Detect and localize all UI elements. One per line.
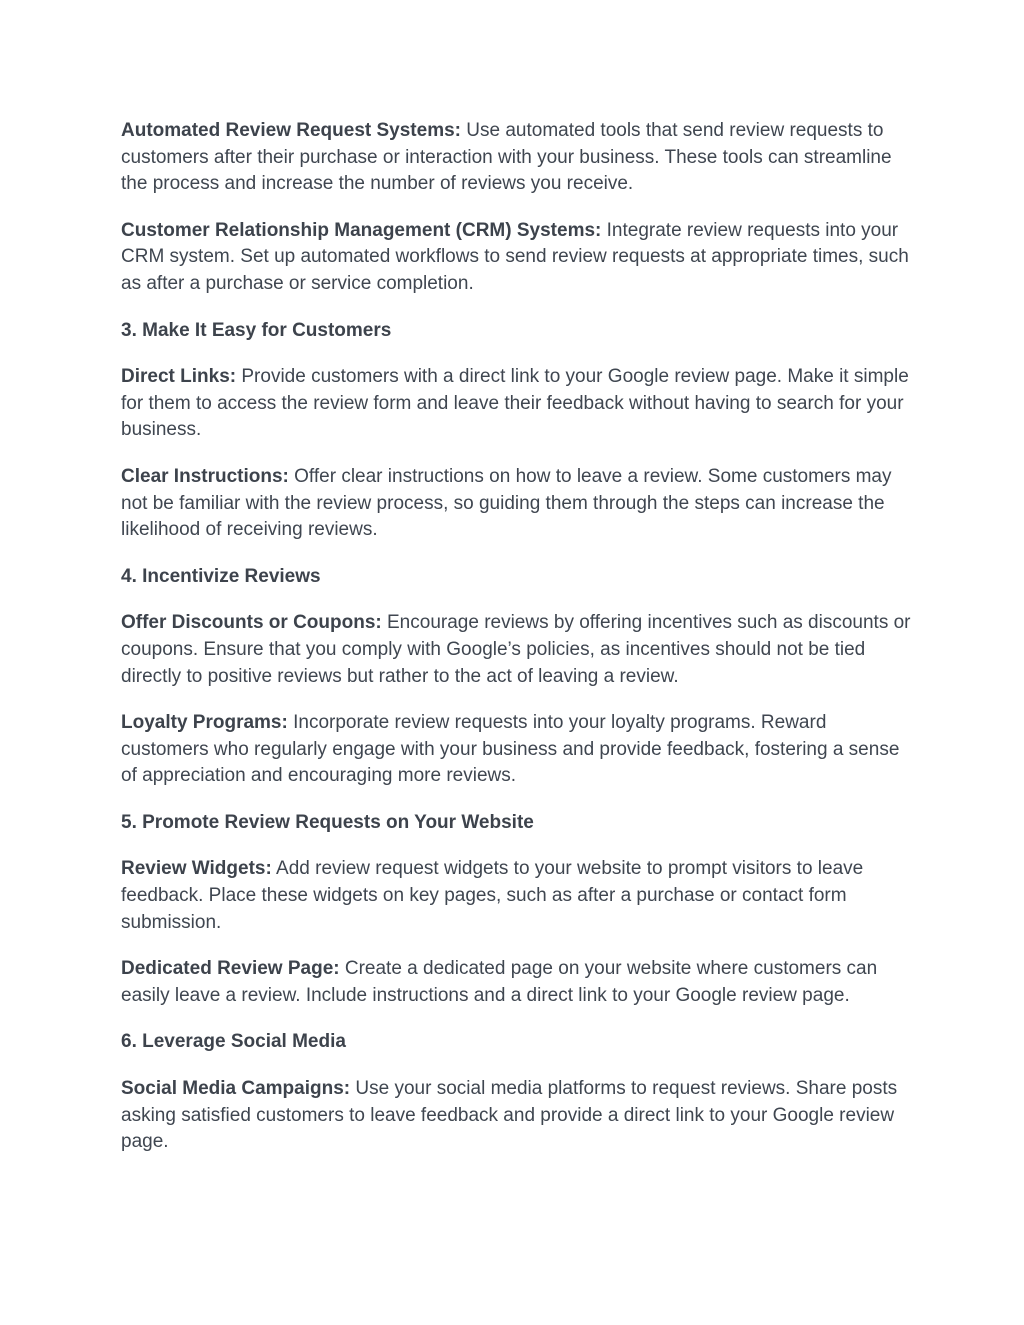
paragraph-social-media-campaigns xyxy=(121,1076,911,1156)
paragraph-text: Encourage reviews by offering incentives such as discounts or coupons. Ensure that you comply with Google’s policies, as incentives should not be tied directly to positive reviews but rather to the act of leaving a review. xyxy=(121,612,911,687)
paragraph-crm-systems xyxy=(121,218,911,298)
paragraph-term: Review Widgets: xyxy=(121,858,272,880)
paragraph-term: Automated Review Request Systems: xyxy=(121,120,461,141)
section-heading-leverage-social-media: 6. Leverage Social Media xyxy=(121,1031,346,1053)
section-heading-incentivize-reviews: 4. Incentivize Reviews xyxy=(121,565,321,587)
paragraph-dedicated-review-page xyxy=(121,956,911,1009)
paragraph-text: Add review request widgets to your website to prompt visitors to leave feedback. Place these widgets on key pages, such as after a purchase or contact form submission. xyxy=(121,858,864,933)
paragraph-text: Provide customers with a direct link to your Google review page. Make it simple for them to access the review form and leave their feedback without having to search for your business. xyxy=(121,366,909,441)
paragraph-text: Create a dedicated page on your website where customers can easily leave a review. Include instructions and a direct link to your Google review page. xyxy=(121,958,878,1006)
paragraph-term: Dedicated Review Page: xyxy=(121,958,340,980)
paragraph-text: Use your social media platforms to request reviews. Share posts asking satisfied customers to leave feedback and provide a direct link to your Google review page. xyxy=(121,1078,898,1153)
paragraph-automated-review-request-systems xyxy=(121,118,911,198)
paragraph-term: Direct Links: xyxy=(121,366,237,388)
paragraph-loyalty-programs xyxy=(121,710,911,790)
paragraph-direct-links xyxy=(121,364,911,444)
paragraph-term: Social Media Campaigns: xyxy=(121,1078,351,1100)
paragraph-term: Customer Relationship Management (CRM) Systems: xyxy=(121,219,602,241)
paragraph-term: Offer Discounts or Coupons: xyxy=(121,612,382,634)
paragraph-term: Clear Instructions: xyxy=(121,465,289,487)
paragraph-text: Integrate review requests into your CRM system. Set up automated workflows to send review requests at appropriate times, such as after a purchase or service completion. xyxy=(121,219,909,294)
section-heading-promote-review-requests: 5. Promote Review Requests on Your Website xyxy=(121,811,534,833)
paragraph-text: Incorporate review requests into your loyalty programs. Reward customers who regularly engage with your business and provide feedback, fostering a sense of appreciation and encouraging more reviews. xyxy=(121,712,900,787)
paragraph-term: Loyalty Programs: xyxy=(121,712,288,734)
paragraph-clear-instructions xyxy=(121,464,911,544)
paragraph-text: Use automated tools that send review requests to customers after their purchase or interaction with your business. These tools can streamline the process and increase the number of reviews you receive. xyxy=(121,120,892,195)
paragraph-review-widgets xyxy=(121,856,911,936)
section-heading-make-it-easy: 3. Make It Easy for Customers xyxy=(121,319,392,341)
paragraph-text: Offer clear instructions on how to leave a review. Some customers may not be familiar with the review process, so guiding them through the steps can increase the likelihood of receiving reviews. xyxy=(121,465,892,541)
paragraph-offer-discounts xyxy=(121,610,911,690)
document-page xyxy=(121,118,911,1176)
